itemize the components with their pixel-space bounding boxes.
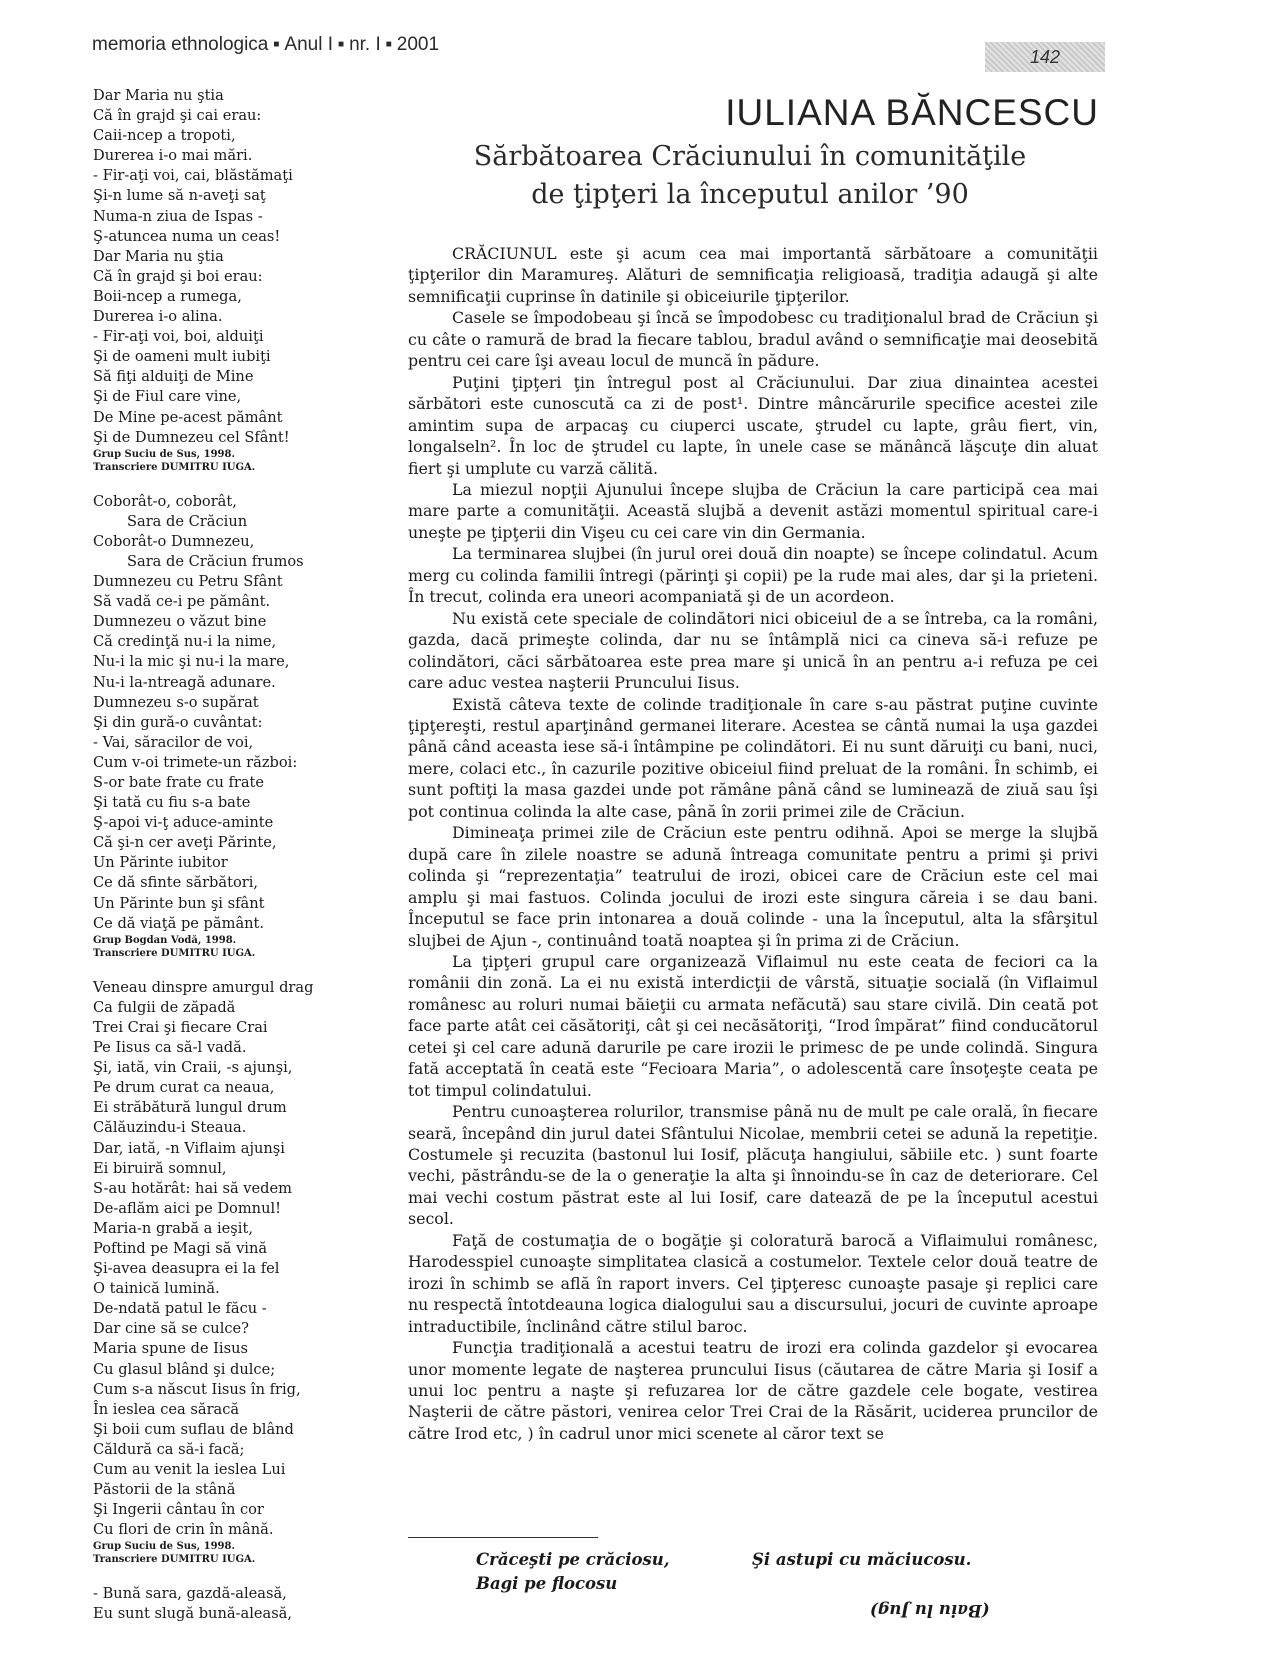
article-paragraph: Faţă de costumaţia de o bogăţie şi coloratură barocă a Viflaimului românesc, Harodesspiel cunoaşte simplitatea clasică a costumelor. Textele celor două teatre de irozi în schimb se află în raport invers. Cel ţipţeresc cunoaşte pasaje şi replici care nu respectă întotdeauna logica dialogului sau a discursului, jocuri de cuvinte aproape intraductibile, înclinând către stilul baroc. [408,1230,1098,1336]
poem-line: În ieslea cea săracă [93,1400,240,1418]
poem-line: Cu flori de crin în mână. [93,1521,274,1539]
left-column-poems [93,86,423,1625]
poem-line: Veneau dinspre amurgul drag [93,978,314,996]
separator-square-icon: ■ [273,39,280,50]
separator-square-icon: ■ [385,39,392,50]
poem-line: Dumnezeu s-o supărat [93,693,259,711]
poem-line: Sara de Crăciun frumos [127,552,304,570]
year-label: 2001 [396,34,440,55]
poem-line: Nu-i la mic şi nu-i la mare, [93,653,290,671]
poem-1 [93,86,423,448]
poem-line: Durerea i-o alina. [93,308,223,326]
poem-line: - Vai, săracilor de voi, [93,733,254,751]
poem-line: Dar Maria nu ştia [93,247,224,265]
poem-line: Un Părinte bun şi sfânt [93,894,265,912]
poem-line: De-aflăm aici pe Domnul! [93,1199,282,1217]
credit-line: Transcriere DUMITRU IUGA. [93,947,256,959]
journal-name: memoria ethnologica [92,34,269,55]
poem-line: Şi boii cum suflau de blând [93,1420,294,1438]
poem-line: - Bună sara, gazdă-aleasă, [93,1585,287,1603]
poem-line: Poftind pe Magi să vină [93,1239,268,1257]
poem-line: Sara de Crăciun [127,512,248,530]
poem-line: Cum au venit la ieslea Lui [93,1461,286,1478]
credit-line: Grup Suciu de Sus, 1998. [93,448,235,460]
article-paragraph: CRĂCIUNUL este şi acum cea mai importantă sărbătoare a comunităţii ţipţerilor din Maramureş. Alături de semnificaţia religioasă, tradiţia adaugă şi alte semnificaţii cuprinse în datinile şi obiceiurile ţipţerilor. [408,244,1098,306]
poem-line: Şi de Dumnezeu cel Sfânt! [93,428,290,446]
poem-2 [93,492,423,934]
poem-line: De Mine pe-acest pământ [93,408,283,426]
poem-3-credit [93,1540,423,1566]
article-body [408,243,1098,1444]
poem-line: Boii-ncep a rumega, [93,287,242,305]
poem-line: Păstorii de la stână [93,1481,236,1499]
poem-line: Eu sunt slugă bună-aleasă, [93,1605,293,1623]
poem-1-credit [93,448,423,474]
poem-line: Şi tată cu fiu s-a bate [93,794,251,812]
poem-2-credit [93,934,423,960]
article-paragraph: Dimineaţa primei zile de Crăciun este pentru odihnă. Apoi se merge la slujbă după care în zilele noastre se adună întreaga comunitate pentru a primi şi privi colinda şi “reprezentaţia” teatrului de irozi, obicei care de Crăciun este cel mai amplu şi mai fastuos. Colinda jocului de irozi este singura căreia i se dau bani. Începutul se face prin intonarea a două colinde - una la începutul, alta la sfârşitul slujbei de Ajun -, continuând toată noaptea şi în prima zi de Crăciun. [408,823,1098,950]
article-paragraph: Puţini ţipţeri ţin întregul post al Crăciunului. Dar ziua dinaintea acestei sărbători este cunoscută ca zi de post¹. Dintre mâncărurile specifice acestei zile amintim supa de arpacaş cu ciuperci uscate, ştrudel cu lapte, grâu fiert, vin, longalseln². În loc de ştrudel cu lapte, în unele case se mănâncă lăşcuţe din aluat fiert şi umplute cu varză călită. [408,372,1098,478]
poem-line: Coborât-o Dumnezeu, [93,532,255,550]
article-paragraph: Există câteva texte de colinde tradiţionale în care s-au păstrat puţine cuvinte ţipţereşti, restul aparţinând germanei literare. Acestea se cântă numai la uşa gazdei până când aceasta iese să-i întâmpine pe colindători. Ei nu sunt dăruiţi cu bani, nuci, mere, colaci etc., în cazurile pozitive obiceiul fiind preluat de la români. În schimb, ei sunt poftiţi la masa gazdei unde pot rămâne până când se luminează de ziuă sau îşi pot continua colinda la alte case, până în zorii primei zile de Crăciun. [408,694,1098,821]
article-paragraph: La miezul nopţii Ajunului începe slujba de Crăciun la care participă cea mai mare parte a comunităţii. Această slujbă a devenit astăzi momentul spiritual care-i uneşte pe ţipţerii din Vişeu cu cei care vin din Germania. [408,479,1098,542]
poem-line: O tainică lumină. [93,1280,220,1298]
title-line-2: de ţipţeri la începutul anilor ’90 [531,179,969,210]
credit-line: Grup Suciu de Sus, 1998. [93,1541,235,1553]
article-paragraph: Pentru cunoaşterea rolurilor, transmise până nu de mult pe cale orală, în fiecare seară, începând din jurul datei Sfântului Nicolae, membrii cetei se adună la repetiţie. Costumele şi recuzita (bastonul lui Iosif, plăcuţa hangiului, săbiile etc. ) sunt foarte vechi, păstrându-se de la o generaţie la alta şi înnoindu-se în caz de deteriorare. Cel mai vechi costum păstrat este al lui Iosif, care datează de pe la începutul acestui secol. [408,1102,1098,1229]
poem-4 [93,1584,423,1624]
poem-line: Călăuzindu-i Steaua. [93,1119,247,1137]
article-title [405,138,1095,214]
caption-line-1-right: Şi astupi cu măciucosu. [752,1550,972,1569]
poem-line: Căldură ca să-i facă; [93,1440,245,1458]
article-paragraph: Nu există cete speciale de colindători nici obiceiul de a se întreba, ca la români, gazda, dacă primeşte colinda, dar nu se întâmplă nici ca cineva să-i refuze pe colindători, căci sărbătoarea este prea mare şi unică în an pentru a-i refuza pe cei care aduc vestea naşterii Pruncului Iisus. [408,608,1098,693]
poem-line: Dumnezeu o văzut bine [93,613,267,631]
poem-line: Cum v-oi trimete-un război: [93,753,298,771]
running-header [92,34,439,56]
poem-line: Caii-ncep a tropoti, [93,127,236,145]
article-paragraph: Casele se împodobeau şi încă se împodobesc cu tradiţionalul brad de Crăciun şi cu câte o ramură de brad la fiecare tablou, bradul având o semnificaţie mai deosebită pentru cei care îşi aveau locul de muncă în pădure. [408,308,1098,371]
poem-line: Că în grajd şi cai erau: [93,107,262,125]
caption-line-1-left: Crăceşti pe crăciosu, [476,1550,670,1569]
poem-line: Şi, iată, vin Craii, -s ajunşi, [93,1059,293,1077]
volume-label: Anul I [284,34,334,55]
article-paragraph: La terminarea slujbei (în jurul orei două din noapte) se începe colindatul. Acum merg cu colinda familii întregi (părinţi şi copii) pe la rude mai ales, dar şi la prieteni. În trecut, colinda era uneori acompaniată şi de un acordeon. [408,544,1098,607]
footnote-divider [408,1537,598,1538]
poem-line: Cu glasul blând şi dulce; [93,1360,276,1378]
poem-line: Cum s-a născut Iisus în frig, [93,1380,301,1398]
poem-line: Numa-n ziua de Ispas - [93,207,263,225]
poem-line: Nu-i la-ntreagă adunare. [93,673,276,691]
poem-line: Dar cine să se culce? [93,1320,249,1338]
poem-line: Trei Crai şi fiecare Crai [93,1018,268,1036]
caption-signature-flipped: (Baiu lu Jug) [870,1601,990,1620]
poem-line: - Fir-aţi voi, boi, alduiţi [93,328,264,346]
poem-line: Ei străbătură lungul drum [93,1099,287,1117]
poem-line: S-au hotărât: hai să vedem [93,1179,292,1197]
poem-line: Ce dă sfinte sărbători, [93,874,259,892]
poem-line: Ca fulgii de zăpadă [93,998,236,1016]
poem-line: - Fir-aţi voi, cai, blăstămaţi [93,167,293,185]
author-name: IULIANA BĂNCESCU [725,92,1099,133]
issue-label: nr. I [349,34,381,55]
poem-line: Dar Maria nu ştia [93,87,224,104]
poem-line: Pe Iisus ca să-l vadă. [93,1039,247,1057]
title-line-1: Sărbătoarea Crăciunului în comunităţile [473,141,1027,172]
poem-line: Că şi-n cer aveţi Părinte, [93,834,277,852]
credit-line: Transcriere DUMITRU IUGA. [93,1554,256,1566]
poem-line: S-or bate frate cu frate [93,774,265,791]
poem-line: Ce dă viaţă pe pământ. [93,914,265,932]
poem-line: Maria spune de Iisus [93,1340,248,1358]
poem-line: Ei biruiră somnul, [93,1159,227,1177]
article-paragraph: La ţipţeri grupul care organizează Viflaimul nu este ceata de feciori ca la românii din zonă. La ei nu există interdicţii de vârstă, situaţie socială (în Viflaimul românesc au roluri numai băieţii cu armata nefăcută) sau stare civilă. Din ceată pot face parte atât cei căsătoriţi, cât şi cei necăsătoriţi, “Irod împărat” fiind conducătorul cetei şi cel care adună darurile pe care irozii le primesc de pe unde colindă. Singura fată acceptată în ceată este “Fecioara Maria”, o adolescentă care însoţeşte ceata pe tot timpul colindatului. [408,951,1098,1100]
poem-line: Coborât-o, coborât, [93,492,237,510]
credit-line: Grup Bogdan Vodă, 1998. [93,934,237,946]
poem-line: Şi-avea deasupra ei la fel [93,1260,280,1278]
page-number: 142 [985,42,1105,72]
poem-line: Că în grajd şi boi erau: [93,267,263,285]
poem-line: Că credinţă nu-i la nime, [93,633,277,651]
poem-line: Ş-apoi vi-ţ aduce-aminte [93,814,274,832]
poem-3 [93,978,423,1541]
poem-line: Un Părinte iubitor [93,854,228,872]
poem-line: Şi din gură-o cuvântat: [93,713,263,731]
poem-line: Şi de oameni mult iubiţi [93,348,271,366]
poem-line: Ş-atuncea numa un ceas! [93,227,281,245]
caption-line-2-left: Bagi pe flocosu [476,1574,618,1593]
poem-line: Pe drum curat ca neaua, [93,1079,275,1097]
separator-square-icon: ■ [338,39,345,50]
poem-line: Să fiţi alduiţi de Mine [93,368,254,386]
article-paragraph: Funcţia tradiţională a acestui teatru de irozi era colinda gazdelor şi evocarea unor momente legate de naşterea pruncului Iisus (căutarea de către Maria şi Iosif a unui loc pentru a naşte şi refuzarea lor de către gazdele cele bogate, vestirea Naşterii de către păstori, venirea celor Trei Crai de la Răsărit, uciderea pruncilor de către Irod etc, ) în cadrul unor mici scenete al căror text se [408,1338,1098,1443]
poem-line: Şi Ingerii cântau în cor [93,1501,264,1519]
poem-line: Maria-n grabă a ieşit, [93,1219,253,1237]
poem-line: Şi de Fiul care vine, [93,388,242,406]
poem-line: De-ndată patul le făcu - [93,1300,267,1318]
poem-line: Dumnezeu cu Petru Sfânt [93,573,283,591]
poem-line: Să vadă ce-i pe pământ. [93,593,271,611]
credit-line: Transcriere DUMITRU IUGA. [93,461,256,473]
poem-line: Şi-n lume să n-aveţi saţ [93,187,266,205]
poem-line: Dar, iată, -n Viflaim ajunşi [93,1139,285,1157]
poem-line: Durerea i-o mai mări. [93,147,253,165]
